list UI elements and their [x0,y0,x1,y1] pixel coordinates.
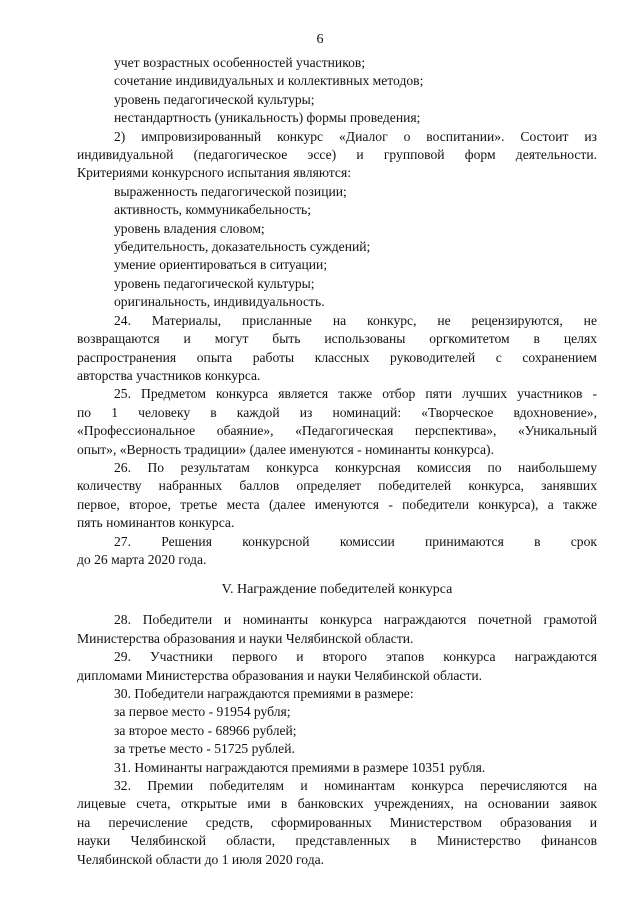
paragraph-line: индивидуальной (педагогическое эссе) и групповой форм деятельности. [77,147,597,163]
paragraph-line: дипломами Министерства образования и науки Челябинской области. [77,667,483,683]
paragraph-line: на перечисление средств, сформированных Министерством образования и [77,814,597,830]
list-item: умение ориентироваться в ситуации; [114,257,328,273]
paragraph-line: Министерства образования и науки Челябинской области. [77,630,414,646]
paragraph-line: «Профессиональное обаяние», «Педагогическая перспектива», «Уникальный [77,423,597,439]
paragraph-line: по 1 человеку в каждой из номинаций: «Творческое вдохновение», [77,404,597,420]
paragraph-line: количеству набранных баллов определяет победителей конкурса, занявших [77,478,597,494]
paragraph-line: 32. Премии победителям и номинантам конкурса перечисляются на [114,778,597,794]
paragraph-line: 27. Решения конкурсной комиссии принимаются в срок [114,533,597,549]
paragraph-line: науки Челябинской области, представленных в Министерство финансов [77,833,597,849]
list-item: за второе место - 68966 рублей; [114,722,297,738]
page-number: 6 [316,32,324,47]
paragraph-line: 29. Участники первого и второго этапов конкурса награждаются [114,649,597,665]
paragraph-line: до 26 марта 2020 года. [77,551,207,567]
paragraph-line: авторства участников конкурса. [77,367,261,383]
paragraph-line: 30. Победители награждаются премиями в размере: [114,686,414,701]
list-item: нестандартность (уникальность) формы проведения; [114,110,421,126]
list-item: сочетание индивидуальных и коллективных методов; [114,73,424,89]
list-item: активность, коммуникабельность; [114,202,312,218]
paragraph-line: распространения опыта работы классных руководителей с сохранением [77,349,597,365]
paragraph-line: 28. Победители и номинанты конкурса награждаются почетной грамотой [114,612,597,628]
list-item: убедительность, доказательность суждений; [114,239,371,255]
section-heading: V. Награждение победителей конкурса [221,582,453,598]
list-item: за первое место - 91954 рубля; [114,704,291,720]
paragraph-line: пять номинантов конкурса. [77,515,235,531]
list-item: уровень педагогической культуры; [114,91,315,107]
paragraph-line: Критериями конкурсного испытания являются: [77,165,351,181]
list-item: выраженность педагогической позиции; [114,183,347,199]
paragraph-line: 24. Материалы, присланные на конкурс, не рецензируются, не [114,312,597,328]
list-item: за третье место - 51725 рублей. [114,741,295,757]
paragraph-line: 31. Номинанты награждаются премиями в размере 10351 рубля. [114,759,486,775]
list-item: уровень владения словом; [114,220,265,236]
paragraph-line: 2) импровизированный конкурс «Диалог о воспитании». Состоит из [114,128,597,144]
paragraph-line: 25. Предметом конкурса является также отбор пяти лучших участников - [114,386,597,402]
paragraph-line: 26. По результатам конкурса конкурсная комиссия по наибольшему [114,459,597,475]
document-body [77,54,597,869]
paragraph-line: лицевые счета, открытые ими в банковских учреждениях, на основании заявок [77,796,597,812]
paragraph-line: первое, второе, третье места (далее именуются - победители конкурса), а также [77,496,597,512]
paragraph-line: опыт», «Верность традиции» (далее именуются - номинанты конкурса). [77,441,494,457]
list-item: учет возрастных особенностей участников; [114,55,366,70]
paragraph-line: Челябинской области до 1 июля 2020 года. [77,851,325,867]
list-item: оригинальность, индивидуальность. [114,294,325,310]
list-item: уровень педагогической культуры; [114,275,315,291]
paragraph-line: возвращаются и могут быть использованы оргкомитетом в целях [77,331,597,347]
